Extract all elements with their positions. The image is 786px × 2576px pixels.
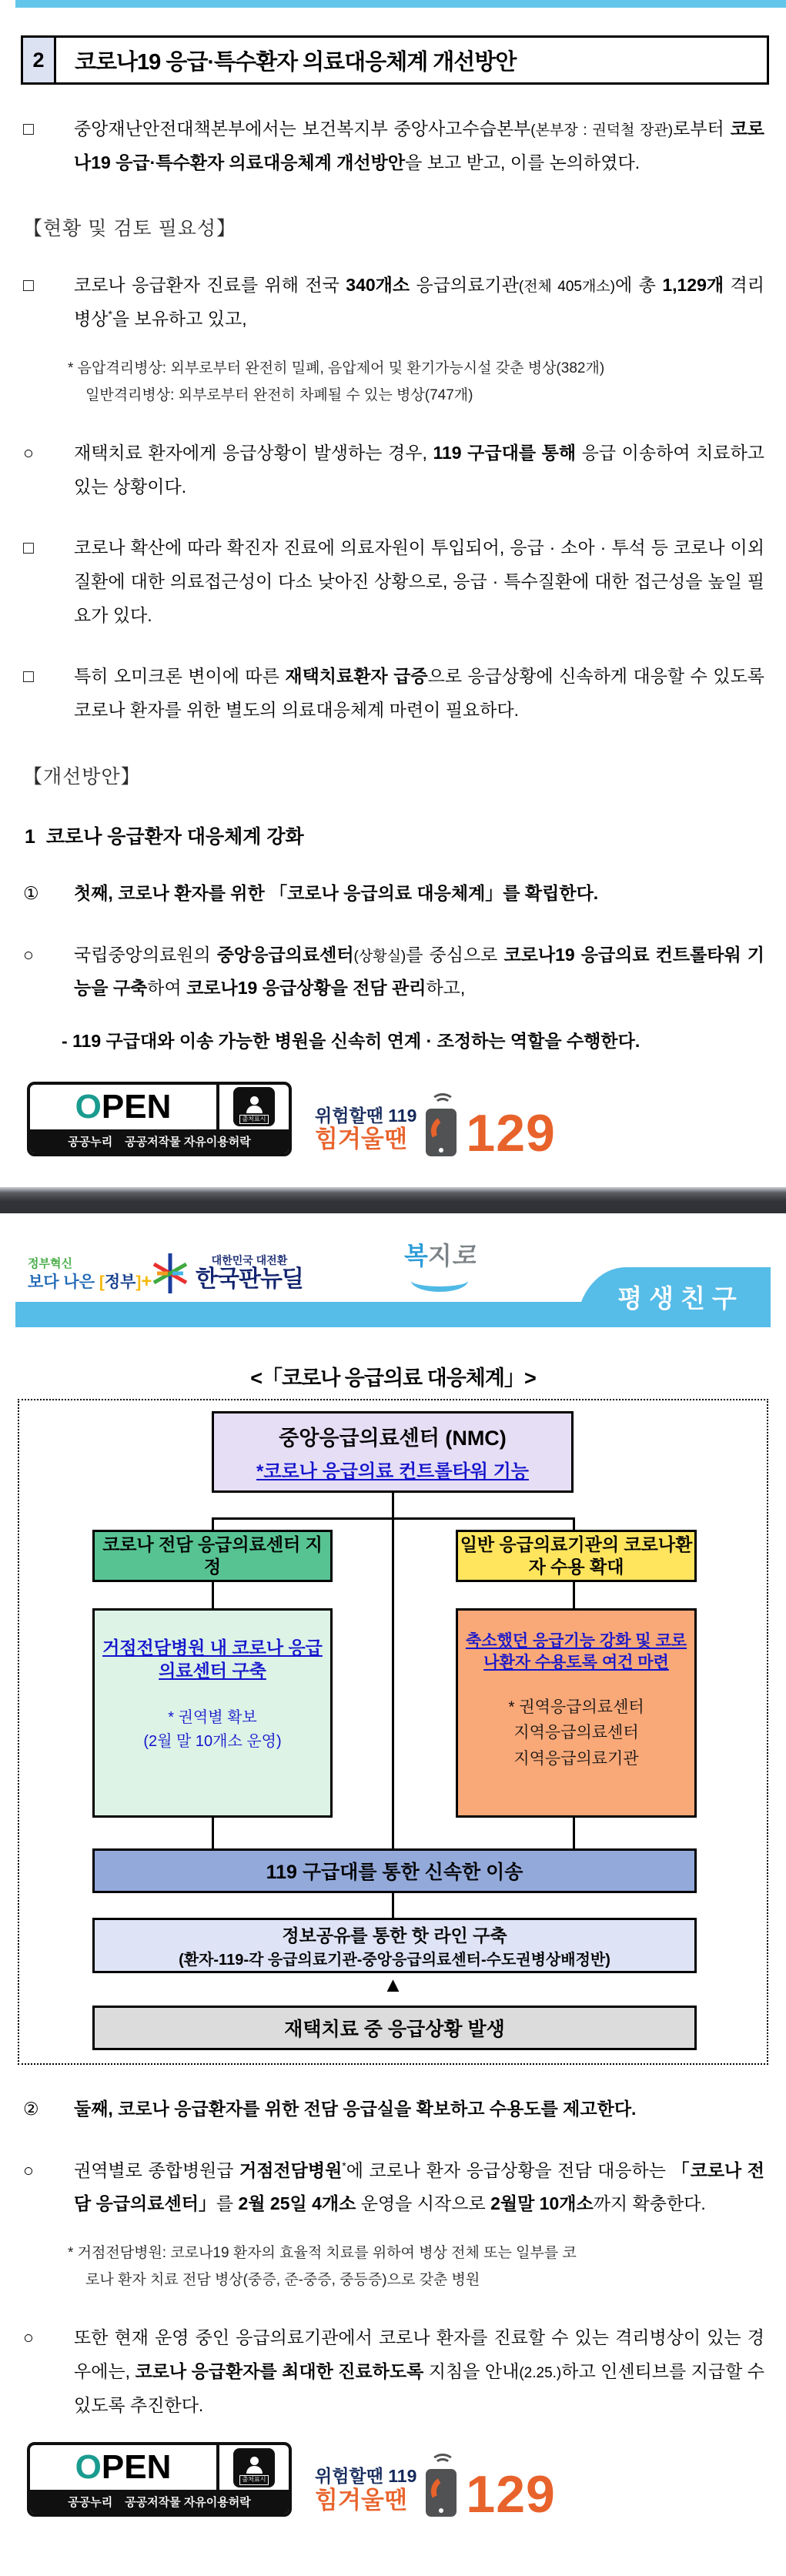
hub-hospital-note xyxy=(143,1706,281,1754)
bokjiro-char2: 지 xyxy=(427,1241,452,1270)
page2-footer-logos xyxy=(27,2442,786,2524)
paragraph-text: 재택치료 환자에게 응급상황이 발생하는 경우, 119 구급대를 통해 응급 이송하여 치료하고 있는 상황이다. xyxy=(74,443,764,497)
call-hard-label: 힘겨울땐 xyxy=(315,2486,407,2514)
call-number: 129 xyxy=(466,1104,556,1163)
gov-text: 정부 xyxy=(104,1273,136,1292)
phone-icon xyxy=(424,2452,458,2517)
kogl-badge-top xyxy=(30,2445,289,2490)
circle-bullet-icon: ○ xyxy=(23,944,34,965)
person-icon xyxy=(250,2457,259,2465)
circled-two-icon: ② xyxy=(23,2098,39,2119)
open-logo xyxy=(30,1085,216,1129)
bokjiro-logo xyxy=(404,1243,476,1292)
connector-line xyxy=(573,1818,575,1848)
heading-number: 1 xyxy=(25,825,35,848)
newdeal-asterisk-icon xyxy=(152,1250,188,1296)
kogl-strip-text2: 공공저작물 자유이용허락 xyxy=(125,2496,251,2510)
lifelong-friend-ribbon: 평생친구 xyxy=(577,1267,771,1327)
paragraph-text: 국립중앙의료원의 중앙응급의료센터(상황실)를 중심으로 코로나19 응급의료 컨트롤타워 기능을 구축하여 코로나19 응급상황을 전담 관리하고, xyxy=(74,944,765,999)
footnote-line: * 음압격리병상: 외부로부터 완전히 밀폐, 음압제어 및 환기가능시설 갖춘 병상(382개) xyxy=(68,360,605,376)
up-arrow-icon: ▲ xyxy=(383,1972,403,1996)
nmc-title: 중앙응급의료센터 (NMC) xyxy=(279,1426,507,1450)
paragraph-omicron xyxy=(23,660,764,727)
page-divider-bar xyxy=(0,1187,786,1213)
circle-bullet-icon: ○ xyxy=(23,2327,34,2348)
capacity-box xyxy=(456,1608,697,1818)
paragraph-text: 중앙재난안전대책본부에서는 보건복지부 중앙사고수습본부(본부장 : 권덕철 장관)로부터 코로나19 응급·특수환자 의료대응체계 개선방안을 보고 받고, 이를 논의하였다. xyxy=(74,119,765,172)
call-119-label: 위험할땐 119 xyxy=(315,1105,417,1126)
open-o-icon: O xyxy=(75,2448,102,2487)
kogl-strip-text: 공공누리 xyxy=(68,2496,113,2510)
paragraph-home-care xyxy=(23,437,764,503)
bokjiro-text xyxy=(404,1243,476,1268)
page1-top-accent-bar xyxy=(15,0,786,8)
connector-line xyxy=(573,1582,575,1608)
sub-item-text: 119 구급대와 이송 가능한 병원을 신속히 연계 · 조정하는 역할을 수행한다. xyxy=(72,1030,641,1051)
call-labels xyxy=(315,1106,416,1156)
gov-innovation-top: 정부혁신 xyxy=(28,1257,72,1271)
phone-button-icon xyxy=(439,1148,443,1153)
korean-new-deal-logo xyxy=(152,1250,303,1296)
transport-box: 119 구급대를 통한 신속한 이송 xyxy=(92,1848,697,1893)
kogl-open-badge xyxy=(27,1082,292,1156)
paragraph-regional-centers xyxy=(23,2154,764,2221)
paragraph-text: 둘째, 코로나 응급환자를 위한 전담 응급실을 확보하고 수용도를 제고한다. xyxy=(74,2098,637,2119)
home-emergency-box: 재택치료 중 응급상황 발생 xyxy=(92,2006,697,2050)
source-mark-label: 출처표시 xyxy=(239,2475,269,2484)
gov-better-text: 보다 나은 xyxy=(28,1273,95,1292)
phone-icon xyxy=(424,1092,458,1156)
person-icon xyxy=(250,1096,259,1105)
paragraph-text: 코로나 응급환자 진료를 위해 전국 340개소 응급의료기관(전체 405개소)에 총 1,129개 격리병상*을 보유하고 있고, xyxy=(74,275,764,330)
source-mark-label: 출처표시 xyxy=(239,1115,269,1124)
nmc-box xyxy=(212,1411,574,1493)
open-text: PEN xyxy=(101,2448,172,2487)
phone-button-icon xyxy=(439,2508,443,2513)
source-mark-icon xyxy=(233,1087,275,1126)
smile-arc-icon xyxy=(411,1270,468,1292)
heading-text: 코로나 응급환자 대응체계 강화 xyxy=(45,825,304,848)
note-line: (2월 말 10개소 운영) xyxy=(143,1732,282,1750)
connector-line xyxy=(392,1517,394,1848)
source-mark-cell xyxy=(216,1085,289,1129)
bracket-right: ] xyxy=(135,1273,142,1292)
square-bullet-icon: □ xyxy=(23,275,34,296)
paragraph-beds xyxy=(23,269,764,336)
note-line: * 권역별 확보 xyxy=(168,1708,257,1726)
section-head-status: 【현황 및 검토 필요성】 xyxy=(23,218,237,240)
response-system-diagram xyxy=(18,1399,768,2065)
circle-bullet-icon: ○ xyxy=(23,2159,34,2180)
footnote-hub-hospital xyxy=(68,2240,755,2293)
open-text: PEN xyxy=(101,1087,172,1126)
hotline-chain: (환자-119-각 응급의료기관-중앙응급의료센터-수도권병상배정반) xyxy=(179,1951,610,1969)
section-number: 2 xyxy=(23,38,56,82)
footnote-line: 로나 환자 치료 전담 병상(중증, 준-중증, 중등증)으로 갖춘 병원 xyxy=(85,2272,480,2289)
capacity-link: 축소했던 응급기능 강화 및 코로나환자 수용토록 여건 마련 xyxy=(465,1631,687,1672)
paragraph-incentive xyxy=(23,2321,764,2422)
section-heading-box xyxy=(21,35,769,85)
person-icon-body xyxy=(246,2466,263,2474)
hub-hospital-box xyxy=(92,1608,333,1818)
hub-hospital-link: 거점전담병원 내 코로나 응급의료센터 구축 xyxy=(102,1637,323,1681)
square-bullet-icon: □ xyxy=(23,666,34,687)
bracket-left: [ xyxy=(99,1273,105,1292)
numbered-heading xyxy=(25,821,764,849)
paragraph-text: 코로나 확산에 따라 확진자 진료에 의료자원이 투입되어, 응급 · 소아 · 투석 등 코로나 이외 질환에 대한 의료접근성이 다소 낮아진 상황으로, 응급 · 특수질환에 대한 접근성을 높일 필요가 있다. xyxy=(74,537,764,625)
kogl-badge-top xyxy=(30,1085,289,1129)
paragraph-first-measure xyxy=(23,877,764,911)
call-129-logo xyxy=(315,2452,556,2524)
footnote-line: 일반격리병상: 외부로부터 완전히 차폐될 수 있는 병상(747개) xyxy=(85,386,473,403)
circled-one-icon: ① xyxy=(23,882,39,903)
open-logo xyxy=(30,2445,216,2490)
paragraph-nmc-role xyxy=(23,938,764,1005)
gov-innovation-main xyxy=(28,1271,152,1293)
page1-footer-logos xyxy=(27,1082,786,1163)
sub-item-119-link xyxy=(62,1027,764,1052)
source-mark-cell xyxy=(216,2445,289,2490)
kogl-badge-strip xyxy=(30,1129,289,1153)
page-title: 코로나19 응급·특수환자 의료대응체계 개선방안 xyxy=(75,49,517,75)
phone-body-icon xyxy=(426,1109,457,1156)
connector-line xyxy=(392,1493,394,1519)
newdeal-text xyxy=(196,1254,303,1293)
paragraph-text: 권역별로 종합병원급 거점전담병원*에 코로나 환자 응급상황을 전담 대응하는 「코로나 전담 응급의료센터」를 2월 25일 4개소 운영을 시작으로 2월말 10개소까지 확충한다. xyxy=(74,2159,764,2214)
kogl-open-badge xyxy=(27,2442,292,2517)
bokjiro-char3: 로 xyxy=(451,1241,476,1270)
person-icon-body xyxy=(246,1106,263,1113)
note-line: 지역응급의료센터 xyxy=(513,1724,639,1742)
connector-line xyxy=(573,1517,575,1530)
dash-bullet: - xyxy=(62,1030,68,1051)
open-o-icon: O xyxy=(75,1087,102,1126)
kogl-badge-strip xyxy=(30,2490,289,2514)
paragraph-text: 특히 오미크론 변이에 따른 재택치료환자 급증으로 응급상황에 신속하게 대응할 수 있도록 코로나 환자를 위한 별도의 의료대응체계 마련이 필요하다. xyxy=(74,666,765,721)
kogl-strip-text: 공공누리 xyxy=(68,1135,113,1149)
newdeal-subtitle: 대한민국 대전환 xyxy=(211,1253,288,1266)
handset-icon xyxy=(428,2474,460,2507)
circle-bullet-icon: ○ xyxy=(23,443,34,463)
bottom-margin xyxy=(0,2517,786,2531)
paragraph-overview xyxy=(23,112,764,179)
bokjiro-char1: 복 xyxy=(404,1241,428,1270)
dedicated-center-box: 코로나 전담 응급의료센터 지정 xyxy=(92,1530,333,1582)
kogl-strip-text2: 공공저작물 자유이용허락 xyxy=(125,1135,251,1149)
section-head-improvement: 【개선방안】 xyxy=(23,765,141,788)
plus-icon: + xyxy=(141,1271,152,1293)
square-bullet-icon: □ xyxy=(23,119,34,139)
paragraph-text: 또한 현재 운영 중인 응급의료기관에서 코로나 환자를 진료할 수 있는 격리병상이 있는 경우에는, 코로나 응급환자를 최대한 진료하도록 지침을 안내(2.25.)하고 인센티브를 지급할 수 있도록 추진한다. xyxy=(74,2327,765,2415)
footnote-line: * 거점전담병원: 코로나19 환자의 효율적 치료를 위하여 병상 전체 또는 일부를 코 xyxy=(68,2244,577,2261)
connector-line xyxy=(212,1818,214,1848)
paragraph-second-measure xyxy=(23,2093,764,2126)
footnote-bed-types xyxy=(68,355,755,409)
call-119-label: 위험할땐 119 xyxy=(315,2466,417,2487)
note-line: 지역응급의료기관 xyxy=(513,1749,639,1768)
call-129-logo xyxy=(315,1092,556,1163)
paragraph-access xyxy=(23,531,764,632)
newdeal-title: 한국판뉴딜 xyxy=(196,1266,303,1292)
nmc-control-tower-label: *코로나 응급의료 컨트롤타워 기능 xyxy=(256,1460,529,1482)
note-line: * 권역응급의료센터 xyxy=(508,1698,644,1716)
gov-innovation-logo xyxy=(28,1257,152,1293)
connector-line xyxy=(212,1582,214,1608)
handset-icon xyxy=(428,1113,460,1146)
connector-line xyxy=(392,1893,394,1918)
diagram-title: <「코로나 응급의료 대응체계」> xyxy=(250,1366,536,1390)
source-mark-icon xyxy=(233,2448,275,2487)
call-hard-label: 힘겨울땐 xyxy=(315,1126,407,1153)
call-number: 129 xyxy=(466,2464,556,2524)
phone-body-icon xyxy=(426,2469,457,2517)
hotline-box xyxy=(92,1918,697,1973)
general-expansion-box: 일반 응급의료기관의 코로나환자 수용 확대 xyxy=(456,1530,697,1582)
connector-line xyxy=(212,1517,214,1530)
call-labels xyxy=(315,2466,416,2517)
page2-header-banner xyxy=(15,1241,771,1327)
hotline-title: 정보공유를 통한 핫 라인 구축 xyxy=(282,1925,507,1945)
paragraph-text: 첫째, 코로나 환자를 위한 「코로나 응급의료 대응체계」를 확립한다. xyxy=(74,882,599,903)
square-bullet-icon: □ xyxy=(23,537,34,558)
capacity-note xyxy=(508,1694,644,1772)
